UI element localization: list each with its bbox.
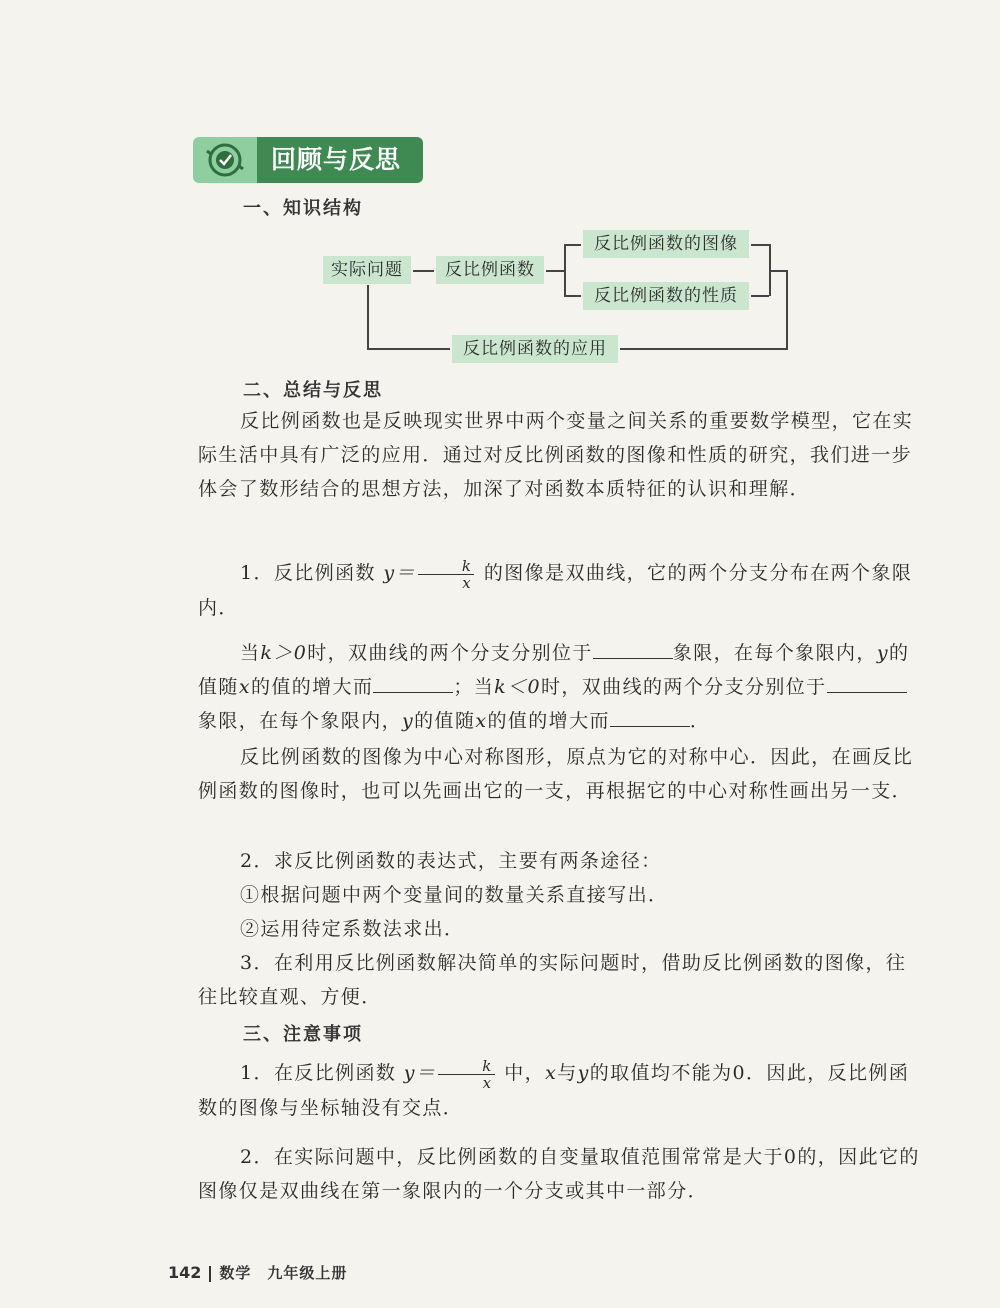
- fraction-denominator: x: [482, 1073, 493, 1092]
- fraction-k-over-x: [438, 1058, 495, 1091]
- intro-paragraph: 反比例函数也是反映现实世界中两个变量之间关系的重要数学模型，它在实际生活中具有广泛的应用．通过对反比例函数的图像和性质的研究，我们进一步体会了数形结合的思想方法，加深了对函数本质特征的认识和理解．: [198, 410, 914, 500]
- point-1-paragraph: [198, 556, 920, 625]
- section-heading-1: 一、知识结构: [243, 198, 363, 219]
- connector-line: [367, 348, 450, 350]
- connector-line: [751, 244, 769, 246]
- section-banner-title: 回顾与反思: [257, 137, 423, 183]
- text-segment: 当: [240, 642, 261, 664]
- fraction-k-over-x: [418, 558, 475, 591]
- text-segment: 时，双曲线的两个分支分别位于: [307, 642, 593, 664]
- connector-line: [771, 270, 787, 272]
- review-icon: [193, 137, 257, 183]
- node-actual-problem: 实际问题: [323, 256, 411, 284]
- text-segment: 的取值均不能为0．因此，反比例函数的图像与坐标轴没有交点．: [198, 1062, 910, 1119]
- connector-line: [620, 348, 788, 350]
- text-segment: 的值的增大而: [487, 710, 610, 732]
- text-segment: 与: [557, 1062, 578, 1084]
- fraction-numerator: k: [418, 558, 475, 575]
- connector-line: [564, 244, 581, 246]
- method-1-paragraph: ①根据问题中两个变量间的数量关系直接写出．: [240, 884, 669, 906]
- connector-line: [751, 295, 769, 297]
- text-segment: 象限，在每个象限内，: [198, 710, 403, 732]
- math-y: y: [876, 642, 889, 664]
- banner-icon-box: [193, 137, 257, 183]
- point-1-text-b: 的图像是双曲线，它的两个分支分布在两个象限内．: [198, 562, 913, 619]
- node-inverse-function: 反比例函数: [436, 256, 544, 284]
- text-segment: 时，双曲线的两个分支分别位于: [540, 676, 827, 698]
- formula-y-equals: y＝: [383, 562, 416, 584]
- text-segment: 中，: [504, 1062, 546, 1084]
- page-number: 142: [168, 1263, 202, 1282]
- node-function-graph: 反比例函数的图像: [583, 230, 749, 258]
- text-segment: 的值随: [198, 642, 910, 698]
- text-segment: ．: [689, 710, 711, 732]
- answer-blank-1[interactable]: [593, 638, 673, 659]
- symmetry-paragraph: 反比例函数的图像为中心对称图形，原点为它的对称中心．因此，在画反比例函数的图像时，也可以先画出它的一支，再根据它的中心对称性画出另一支．: [198, 746, 914, 802]
- fill-in-paragraph: [198, 636, 920, 738]
- node-function-properties: 反比例函数的性质: [583, 282, 749, 310]
- math-x: x: [545, 1062, 558, 1084]
- formula-y-equals: y＝: [403, 1062, 437, 1084]
- point-3-paragraph: 3．在利用反比例函数解决简单的实际问题时，借助反比例函数的图像，往往比较直观、方便．: [198, 952, 907, 1008]
- text-segment: 象限，在每个象限内，: [672, 642, 877, 664]
- math-k-positive: k＞0: [260, 642, 308, 664]
- section-heading-3: 三、注意事项: [243, 1024, 363, 1045]
- node-function-application: 反比例函数的应用: [452, 335, 618, 363]
- connector-line: [564, 244, 566, 296]
- text-segment: 的值的增大而: [250, 676, 374, 698]
- math-y: y: [402, 710, 415, 732]
- connector-line: [413, 270, 434, 272]
- answer-blank-4[interactable]: [610, 706, 690, 727]
- footer-divider: [209, 1266, 211, 1282]
- fraction-numerator: k: [438, 1058, 495, 1075]
- connector-line: [546, 270, 564, 272]
- connector-line: [786, 270, 788, 350]
- math-x: x: [238, 676, 251, 698]
- text-segment: 的值随: [414, 710, 476, 732]
- text-segment: 1．在反比例函数: [240, 1062, 397, 1084]
- answer-blank-3[interactable]: [827, 672, 907, 693]
- book-title: 数学 九年级上册: [219, 1264, 348, 1282]
- section-heading-2: 二、总结与反思: [243, 380, 383, 401]
- point-1-text-a: 1．反比例函数: [240, 562, 376, 584]
- math-y: y: [577, 1062, 590, 1084]
- page-footer: [168, 1262, 347, 1283]
- text-segment: ；当: [453, 676, 495, 698]
- connector-line: [564, 295, 581, 297]
- note-1-paragraph: [198, 1056, 920, 1125]
- point-2-paragraph: 2．求反比例函数的表达式，主要有两条途径：: [240, 850, 662, 872]
- math-x: x: [475, 710, 488, 732]
- connector-line: [367, 285, 369, 350]
- method-2-paragraph: ②运用待定系数法求出．: [240, 918, 465, 940]
- answer-blank-2[interactable]: [373, 672, 453, 693]
- fraction-denominator: x: [462, 573, 473, 592]
- math-k-negative: k＜0: [494, 676, 541, 698]
- note-2-paragraph: 2．在实际问题中，反比例函数的自变量取值范围常常是大于0的，因此它的图像仅是双曲线在第一象限内的一个分支或其中一部分．: [198, 1146, 920, 1202]
